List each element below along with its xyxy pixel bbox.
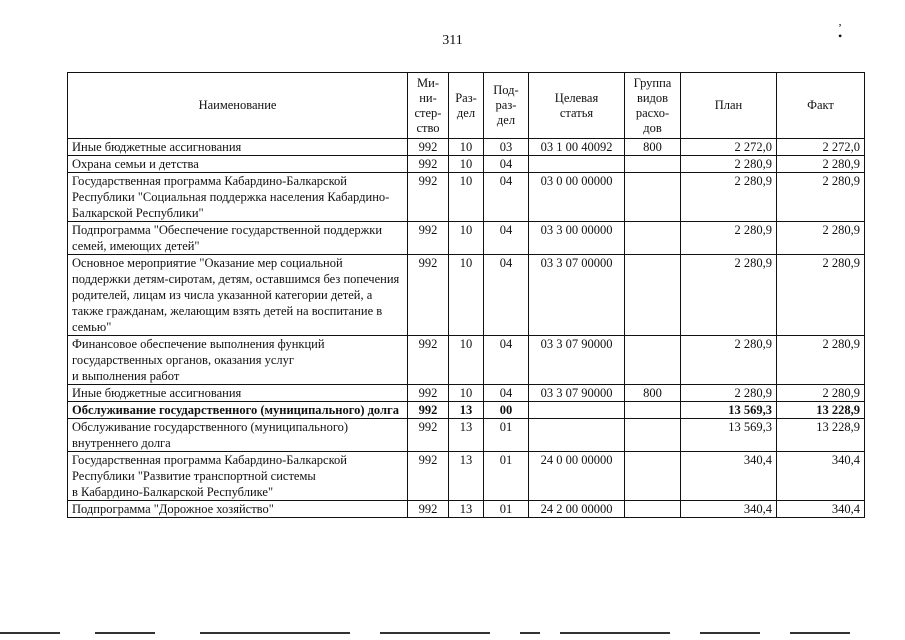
cell-section: 13	[449, 452, 484, 501]
cell-fact: 2 280,9	[777, 222, 865, 255]
cell-name: Иные бюджетные ассигнования	[68, 139, 408, 156]
cell-name: Обслуживание государственного (муниципального) внутреннего долга	[68, 419, 408, 452]
header-row	[68, 73, 865, 139]
table-row	[68, 336, 865, 385]
cell-ministry: 992	[408, 385, 449, 402]
cell-section: 13	[449, 402, 484, 419]
header-expense-group: Группа видов расхо- дов	[625, 73, 681, 139]
cell-fact: 340,4	[777, 501, 865, 518]
cell-ministry: 992	[408, 501, 449, 518]
cell-target: 24 0 00 00000	[529, 452, 625, 501]
header-plan: План	[681, 73, 777, 139]
cell-subsection: 04	[484, 222, 529, 255]
cell-target: 03 0 00 00000	[529, 173, 625, 222]
cell-plan: 2 280,9	[681, 385, 777, 402]
cell-section: 10	[449, 255, 484, 336]
cell-plan: 2 280,9	[681, 173, 777, 222]
cell-plan: 340,4	[681, 501, 777, 518]
cell-ministry: 992	[408, 402, 449, 419]
cell-target: 03 1 00 40092	[529, 139, 625, 156]
cell-subsection: 01	[484, 419, 529, 452]
cell-target	[529, 156, 625, 173]
cell-target: 03 3 07 90000	[529, 336, 625, 385]
cell-subsection: 04	[484, 385, 529, 402]
table-row	[68, 222, 865, 255]
cell-subsection: 01	[484, 501, 529, 518]
cell-expense-group	[625, 402, 681, 419]
cell-target	[529, 402, 625, 419]
cell-fact: 340,4	[777, 452, 865, 501]
cell-plan: 13 569,3	[681, 419, 777, 452]
cell-expense-group	[625, 173, 681, 222]
cell-plan: 2 280,9	[681, 336, 777, 385]
cell-name: Подпрограмма "Обеспечение государственной поддержки семей, имеющих детей"	[68, 222, 408, 255]
header-subsection: Под- раз- дел	[484, 73, 529, 139]
cell-ministry: 992	[408, 173, 449, 222]
cell-name: Государственная программа Кабардино-Балкарской Республики "Социальная поддержка населения Кабардино-Балкарской Республики"	[68, 173, 408, 222]
cell-expense-group	[625, 336, 681, 385]
cell-plan: 2 280,9	[681, 156, 777, 173]
cell-target: 03 3 07 90000	[529, 385, 625, 402]
page-number: 311	[442, 33, 463, 48]
table-row	[68, 139, 865, 156]
cell-section: 10	[449, 156, 484, 173]
cell-ministry: 992	[408, 336, 449, 385]
cell-name: Подпрограмма "Дорожное хозяйство"	[68, 501, 408, 518]
cell-subsection: 04	[484, 336, 529, 385]
cell-expense-group	[625, 222, 681, 255]
cell-plan: 2 272,0	[681, 139, 777, 156]
cell-section: 10	[449, 222, 484, 255]
cell-name: Охрана семьи и детства	[68, 156, 408, 173]
cell-name: Иные бюджетные ассигнования	[68, 385, 408, 402]
cell-subsection: 04	[484, 173, 529, 222]
cell-subsection: 04	[484, 255, 529, 336]
cell-section: 13	[449, 501, 484, 518]
cell-fact: 2 280,9	[777, 385, 865, 402]
cell-target: 24 2 00 00000	[529, 501, 625, 518]
cell-fact: 13 228,9	[777, 402, 865, 419]
cell-subsection: 04	[484, 156, 529, 173]
header-name: Наименование	[68, 73, 408, 139]
cell-expense-group	[625, 419, 681, 452]
cell-target: 03 3 00 00000	[529, 222, 625, 255]
header-fact: Факт	[777, 73, 865, 139]
cell-target: 03 3 07 00000	[529, 255, 625, 336]
cell-expense-group: 800	[625, 385, 681, 402]
cell-name: Основное мероприятие "Оказание мер социальной поддержки детям-сиротам, детям, оставшимся без попечения родителей, лицам из числа указанной категории детей, а также гражданам, желающим взять детей на воспитание в семью"	[68, 255, 408, 336]
budget-table	[67, 72, 865, 518]
cell-expense-group	[625, 255, 681, 336]
cell-section: 10	[449, 173, 484, 222]
cell-expense-group: 800	[625, 139, 681, 156]
header-target: Целевая статья	[529, 73, 625, 139]
cell-plan: 340,4	[681, 452, 777, 501]
cell-subsection: 00	[484, 402, 529, 419]
cell-expense-group	[625, 452, 681, 501]
cell-plan: 2 280,9	[681, 255, 777, 336]
cell-plan: 13 569,3	[681, 402, 777, 419]
header-ministry: Ми- ни- стер- ство	[408, 73, 449, 139]
cell-fact: 2 280,9	[777, 255, 865, 336]
scan-mark: ‚ •	[838, 14, 873, 43]
cell-ministry: 992	[408, 255, 449, 336]
table-row	[68, 156, 865, 173]
cell-fact: 2 280,9	[777, 156, 865, 173]
cell-subsection: 01	[484, 452, 529, 501]
table-row	[68, 402, 865, 419]
cell-name: Обслуживание государственного (муниципального) долга	[68, 402, 408, 419]
cell-fact: 2 272,0	[777, 139, 865, 156]
header-section: Раз- дел	[449, 73, 484, 139]
cell-section: 10	[449, 139, 484, 156]
table-row	[68, 385, 865, 402]
cell-ministry: 992	[408, 156, 449, 173]
cell-expense-group	[625, 156, 681, 173]
table-row	[68, 173, 865, 222]
cell-name: Финансовое обеспечение выполнения функций государственных органов, оказания услуг и выполнения работ	[68, 336, 408, 385]
cell-ministry: 992	[408, 139, 449, 156]
cell-name: Государственная программа Кабардино-Балкарской Республики "Развитие транспортной системы в Кабардино-Балкарской Республике"	[68, 452, 408, 501]
cell-ministry: 992	[408, 222, 449, 255]
cell-section: 10	[449, 336, 484, 385]
cell-section: 13	[449, 419, 484, 452]
cell-section: 10	[449, 385, 484, 402]
table-row	[68, 452, 865, 501]
cell-fact: 2 280,9	[777, 173, 865, 222]
table-row	[68, 501, 865, 518]
table-row	[68, 255, 865, 336]
table-row	[68, 419, 865, 452]
cell-fact: 2 280,9	[777, 336, 865, 385]
bottom-rules	[0, 632, 905, 635]
cell-subsection: 03	[484, 139, 529, 156]
cell-ministry: 992	[408, 419, 449, 452]
cell-expense-group	[625, 501, 681, 518]
cell-plan: 2 280,9	[681, 222, 777, 255]
cell-fact: 13 228,9	[777, 419, 865, 452]
cell-target	[529, 419, 625, 452]
cell-ministry: 992	[408, 452, 449, 501]
